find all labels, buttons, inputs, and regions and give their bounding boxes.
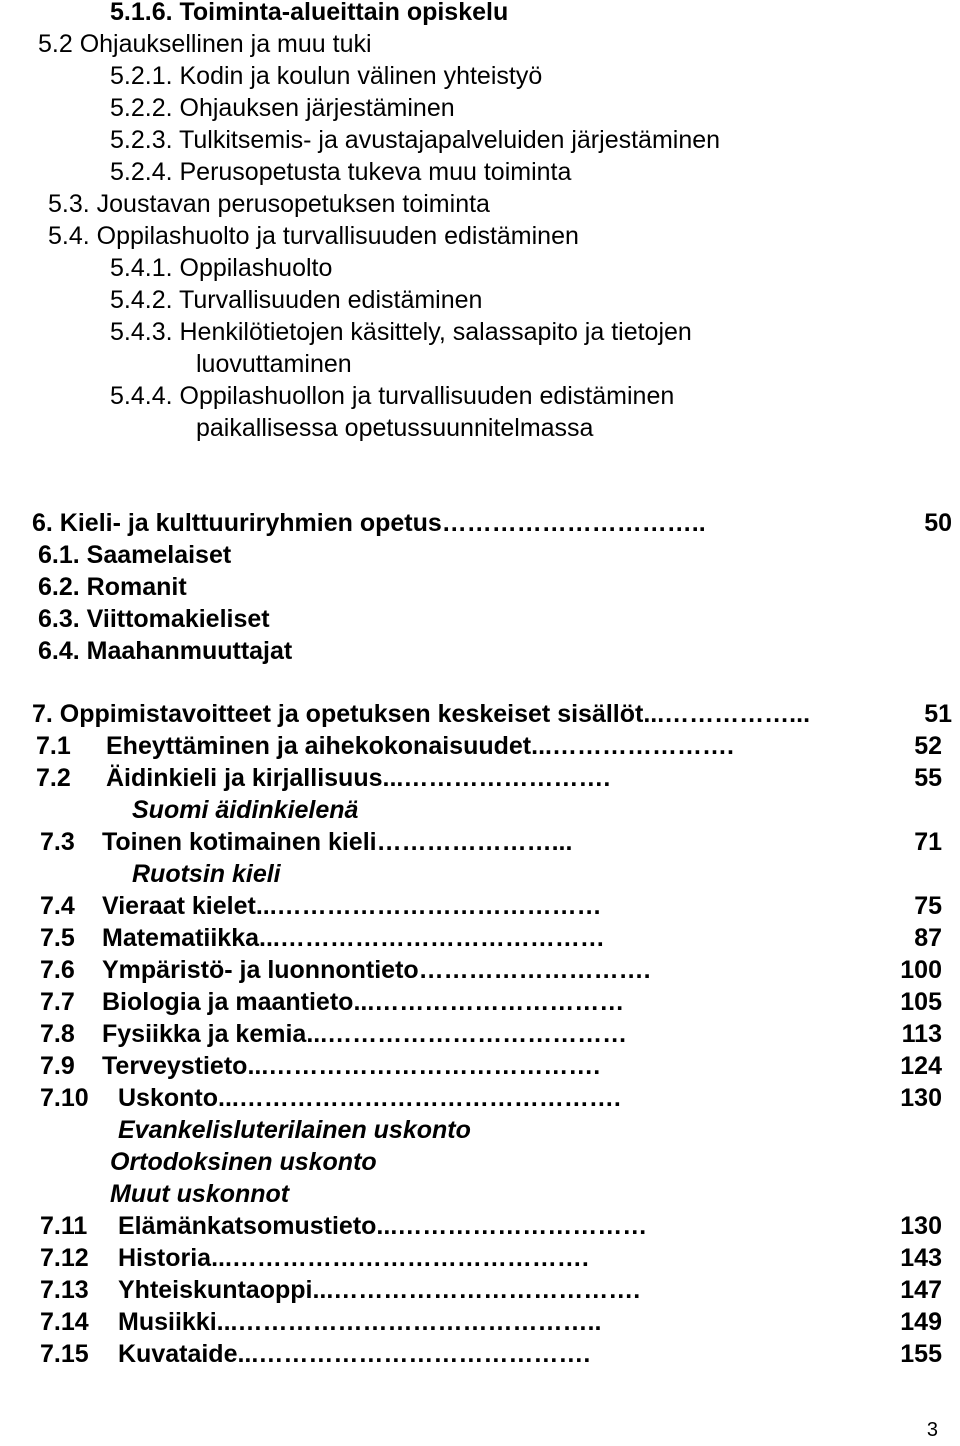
toc-page-number: 130 <box>900 1084 942 1112</box>
toc-label: Äidinkieli ja kirjallisuus <box>106 764 383 792</box>
toc-entry: 5.4.1. Oppilashuolto <box>110 254 333 282</box>
toc-number: 7.12 <box>40 1244 89 1272</box>
toc-heading-label: 7. Oppimistavoitteet ja opetuksen keskeiset sisällöt <box>32 700 644 728</box>
toc-leader-dots: ...……………………………… <box>306 1020 628 1048</box>
toc-subentry: Muut uskonnot <box>110 1180 290 1208</box>
toc-number: 7.6 <box>40 956 75 984</box>
toc-leader-dots: ………………………….. <box>441 509 706 537</box>
toc-label: Toinen kotimainen kieli <box>102 828 377 856</box>
toc-leader-dots: ...………………………………… <box>255 892 602 920</box>
toc-page-number: 52 <box>914 732 942 760</box>
toc-label: Yhteiskuntaoppi <box>118 1276 313 1304</box>
toc-number: 7.14 <box>40 1308 89 1336</box>
toc-page-number: 55 <box>914 764 942 792</box>
toc-entry-continuation: paikallisessa opetussuunnitelmassa <box>196 414 594 442</box>
toc-label: Kuvataide <box>118 1340 238 1368</box>
toc-label: Biologia ja maantieto <box>102 988 354 1016</box>
toc-row <box>40 1242 942 1274</box>
toc-row <box>40 954 942 986</box>
toc-entry-continuation: luovuttaminen <box>196 350 352 378</box>
toc-label: Musiikki <box>118 1308 217 1336</box>
toc-subentry: Suomi äidinkielenä <box>132 796 359 824</box>
toc-heading-label: 6. Kieli- ja kulttuuriryhmien opetus <box>32 509 442 537</box>
toc-leader-dots: ...……………………. <box>382 764 611 792</box>
toc-entry: 5.2 Ohjauksellinen ja muu tuki <box>38 30 372 58</box>
toc-label: Uskonto <box>118 1084 218 1112</box>
toc-subentry: Ortodoksinen uskonto <box>110 1148 377 1176</box>
toc-number: 7.2 <box>36 764 71 792</box>
toc-entry: 5.2.2. Ohjauksen järjestäminen <box>110 94 455 122</box>
toc-entry: 6.1. Saamelaiset <box>38 541 232 569</box>
toc-row <box>40 1050 942 1082</box>
toc-leader-dots: ...……………………………………. <box>211 1244 589 1272</box>
toc-number: 7.13 <box>40 1276 89 1304</box>
toc-leader-dots: ...…………………. <box>531 732 734 760</box>
toc-entry: 6.4. Maahanmuuttajat <box>38 637 293 665</box>
toc-label: Matematiikka <box>102 924 260 952</box>
toc-row <box>36 730 942 762</box>
toc-row <box>40 1082 942 1114</box>
toc-page-number: 113 <box>901 1020 942 1048</box>
toc-page-number: 75 <box>914 892 942 920</box>
toc-number: 7.3 <box>40 828 75 856</box>
toc-page-number: 149 <box>900 1308 942 1336</box>
toc-entry: 6.3. Viittomakieliset <box>38 605 270 633</box>
toc-page-number: 100 <box>900 956 942 984</box>
toc-leader-dots: ...………………………………… <box>259 924 605 952</box>
toc-page-number: 155 <box>900 1340 942 1368</box>
toc-entry: 5.2.4. Perusopetusta tukeva muu toiminta <box>110 158 572 186</box>
toc-subentry: Ruotsin kieli <box>132 860 281 888</box>
toc-label: Fysiikka ja kemia <box>102 1020 307 1048</box>
toc-row <box>40 890 942 922</box>
toc-entry: 5.1.6. Toiminta-alueittain opiskelu <box>110 0 509 26</box>
toc-leader-dots: ...…………………………………. <box>247 1052 601 1080</box>
toc-label: Historia <box>118 1244 212 1272</box>
toc-page-number: 147 <box>900 1276 942 1304</box>
toc-label: Elämänkatsomustieto <box>118 1212 377 1240</box>
toc-number: 7.7 <box>40 988 75 1016</box>
toc-label: Terveystieto <box>102 1052 248 1080</box>
toc-heading-section-7 <box>32 698 952 730</box>
toc-row <box>40 986 942 1018</box>
toc-leader-dots: …………………... <box>376 828 573 856</box>
toc-row <box>40 826 942 858</box>
toc-entry: 5.2.3. Tulkitsemis- ja avustajapalveluiden järjestäminen <box>110 126 721 154</box>
toc-subentry: Evankelisluterilainen uskonto <box>118 1116 471 1144</box>
toc-label: Eheyttäminen ja aihekokonaisuudet <box>106 732 532 760</box>
toc-number: 7.5 <box>40 924 75 952</box>
toc-heading-section-6 <box>32 507 952 539</box>
toc-leader-dots: ………………………. <box>418 956 651 984</box>
toc-entry: 5.4.2. Turvallisuuden edistäminen <box>110 286 483 314</box>
toc-number: 7.15 <box>40 1340 89 1368</box>
toc-page-number: 51 <box>924 700 952 728</box>
toc-entry: 5.3. Joustavan perusopetuksen toiminta <box>48 190 490 218</box>
toc-entry: 6.2. Romanit <box>38 573 187 601</box>
toc-number: 7.1 <box>36 732 71 760</box>
toc-number: 7.11 <box>40 1212 88 1240</box>
toc-leader-dots: ...………………………… <box>376 1212 648 1240</box>
toc-row <box>40 1306 942 1338</box>
toc-number: 7.4 <box>40 892 75 920</box>
toc-leader-dots: ...……………... <box>643 700 811 728</box>
toc-page-number: 124 <box>900 1052 942 1080</box>
toc-entry: 5.4.4. Oppilashuollon ja turvallisuuden edistäminen <box>110 382 675 410</box>
toc-row <box>40 1338 942 1370</box>
toc-label: Vieraat kielet <box>102 892 256 920</box>
toc-page-number: 143 <box>900 1244 942 1272</box>
toc-page-number: 71 <box>914 828 942 856</box>
toc-entry: 5.4.3. Henkilötietojen käsittely, salassapito ja tietojen <box>110 318 692 346</box>
toc-number: 7.9 <box>40 1052 75 1080</box>
toc-row <box>40 922 942 954</box>
toc-page-number: 130 <box>900 1212 942 1240</box>
toc-leader-dots: ...…………………………………….. <box>216 1308 602 1336</box>
toc-page-number: 87 <box>914 924 942 952</box>
toc-leader-dots: ...…………………………………. <box>237 1340 591 1368</box>
toc-row <box>40 1274 942 1306</box>
toc-leader-dots: ...………………………………………. <box>218 1084 621 1112</box>
toc-page-number: 105 <box>900 988 942 1016</box>
toc-leader-dots: ...………………………… <box>353 988 625 1016</box>
toc-row <box>36 762 942 794</box>
toc-label: Ympäristö- ja luonnontieto <box>102 956 419 984</box>
toc-number: 7.8 <box>40 1020 75 1048</box>
toc-leader-dots: ...………………………………. <box>312 1276 641 1304</box>
toc-number: 7.10 <box>40 1084 89 1112</box>
toc-row <box>40 1018 942 1050</box>
toc-page-number: 50 <box>924 509 952 537</box>
page-number: 3 <box>926 1419 938 1441</box>
toc-row <box>40 1210 942 1242</box>
toc-entry: 5.2.1. Kodin ja koulun välinen yhteistyö <box>110 62 543 90</box>
toc-entry: 5.4. Oppilashuolto ja turvallisuuden edistäminen <box>48 222 579 250</box>
